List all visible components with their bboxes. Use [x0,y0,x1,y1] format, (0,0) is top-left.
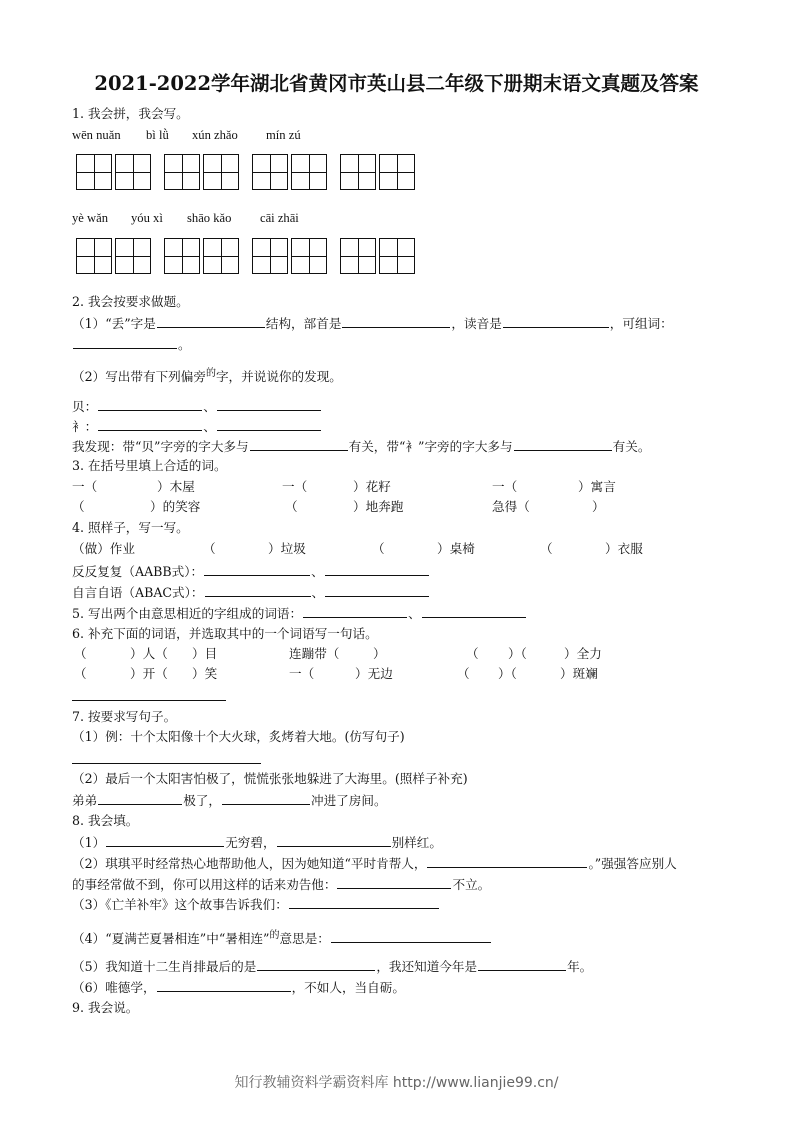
q3-r2-b2: ）地奔跑 [353,499,404,514]
grid-cell[interactable] [203,238,239,274]
q1-heading: 1. 我会拼，我会写。 [72,106,189,121]
q2-part1-text-b: 结构，部首是 [265,316,342,331]
q2-heading: 2. 我会按要求做题。 [72,294,189,309]
answer-blank[interactable] [514,438,612,451]
separator: 、 [311,564,324,579]
q1-pinyin-1: wēn nuǎn [72,128,121,142]
q6-r2-5: ）无边 [355,666,393,681]
q8-l3 [72,876,490,893]
grid-cell[interactable] [164,238,200,274]
answer-blank[interactable] [257,958,375,971]
grid-cell[interactable] [203,154,239,190]
answer-blank[interactable] [277,834,391,847]
grid-cell[interactable] [340,238,376,274]
answer-blank[interactable] [325,584,429,597]
q8-l5-a: （4）“夏满芒夏暑相连”中“暑相连” [72,931,270,947]
q6-r2-3: ）笑 [192,666,218,681]
q9-heading: 9. 我会说。 [72,1000,139,1015]
separator: 、 [311,585,325,600]
grid-cell[interactable] [164,154,200,190]
q6-r2-7: ）（ [498,666,517,681]
q8-l3-b: 不立。 [452,877,491,892]
q1-grid-row-1 [76,154,428,190]
q8-l1-a: （1） [72,835,106,850]
q8-l2-b: 。”强强答应别人 [588,856,677,871]
q8-l6-c: 年。 [567,959,593,974]
answer-blank[interactable] [204,563,310,576]
answer-blank[interactable] [98,792,182,805]
q4-paren-open: （ [203,541,216,556]
q3-r2-b1: （ [285,499,298,514]
q8-l7 [72,979,405,996]
q8-l6-a: （5）我知道十二生肖排最后的是 [72,959,257,974]
q7-s1: （1）例：十个太阳像十个大火球，炙烤着大地。(仿写句子) [72,729,405,744]
answer-blank[interactable] [73,336,177,349]
q3-r1-b2: ）花籽 [353,479,391,494]
q8-l6 [72,958,592,975]
q6-r1-4: 连蹦带（ [289,646,340,661]
footer-watermark: 知行教辅资料学霸资料库 http://www.lianjie99.cn/ [234,1075,559,1091]
q4-item-3: ）衣服 [605,541,643,556]
answer-blank[interactable] [222,792,310,805]
answer-blank[interactable] [98,398,202,411]
page-title: 2021-2022学年湖北省黄冈市英山县二年级下册期末语文真题及答案 [94,72,699,95]
answer-blank[interactable] [157,315,265,328]
q5-line [72,605,527,622]
q4-paren-open: （ [540,541,553,556]
q2-finding-text-a: 我发现：带“贝”字旁的字大多与 [72,439,249,454]
q6-heading: 6. 补充下面的词语，并选取其中的一个词语写一句话。 [72,626,378,641]
q4-abac-label: 自言自语（ABAC式）： [72,585,204,600]
q8-l5-de: 的 [269,930,280,941]
q8-l1-b: 无穷碧， [225,835,276,850]
q7-s3-text-a: 弟弟 [72,793,98,808]
answer-blank[interactable] [303,605,407,618]
q8-l5 [72,928,492,947]
q3-r2-c2: ） [592,499,605,514]
q8-l4 [72,896,440,913]
q2-part1-end: 。 [178,337,191,352]
q1-pinyin-6: yóu xì [131,211,163,225]
q4-example: （做）作业 [72,541,135,556]
separator: 、 [203,419,216,434]
q2-part2-text-b: 字，并说说你的发现。 [215,369,342,385]
q2-part1-line [72,315,673,332]
q8-l7-b: ，不如人，当自砺。 [291,980,405,995]
grid-cell[interactable] [76,154,112,190]
q2-part1-text-c: ，读音是 [451,316,502,331]
q4-abac-line [72,584,430,601]
q4-item-2: ）桌椅 [437,541,475,556]
answer-blank[interactable] [337,876,451,889]
grid-cell[interactable] [379,238,415,274]
q2-part2-line [72,366,342,385]
q7-s3-text-b: 极了， [183,793,221,808]
q6-r2-4: 一（ [289,666,315,681]
answer-blank[interactable] [478,958,566,971]
grid-cell[interactable] [379,154,415,190]
q4-item-1: ）垃圾 [268,541,306,556]
q8-l2-a: （2）琪琪平时经常热心地帮助他人，因为她知道“平时肯帮人， [72,856,427,871]
q4-paren-open: （ [372,541,385,556]
q8-l5-b: 意思是： [279,931,330,947]
q6-r1-7: ）（ [508,646,527,661]
answer-blank[interactable] [98,418,202,431]
q6-r1-2: ）人（ [130,646,168,661]
answer-blank[interactable] [205,584,311,597]
q2-part1-text-d: ，可组词： [609,316,673,331]
q3-heading: 3. 在括号里填上合适的词。 [72,458,227,473]
answer-blank[interactable] [217,418,321,431]
q8-heading: 8. 我会填。 [72,813,139,828]
grid-cell[interactable] [252,238,288,274]
writing-grid-word[interactable] [252,238,330,274]
q2-part2-text-a: （2）写出带有下列偏旁 [72,369,206,385]
q4-heading: 4. 照样子，写一写。 [72,520,189,535]
q2-part1-text-a: （1）“丢”字是 [72,316,156,331]
answer-blank[interactable] [157,979,291,992]
grid-cell[interactable] [252,154,288,190]
writing-grid-word[interactable] [164,154,242,190]
q6-r2-2: ）开（ [130,666,168,681]
q7-s1-answer-line[interactable] [72,763,261,764]
q2-shi-line [72,418,322,435]
q3-r2-a2: ）的笑容 [150,499,201,514]
q1-grid-row-2 [76,238,428,274]
q8-l3-a: 的事经常做不到，你可以用这样的话来劝告他： [72,877,337,892]
q2-finding-line [72,438,650,455]
q5-text: 5. 写出两个由意思相近的字组成的词语： [72,606,303,621]
answer-blank[interactable] [503,315,609,328]
q6-r1-8: ）全力 [564,646,602,661]
answer-blank[interactable] [422,605,526,618]
answer-blank[interactable] [342,315,450,328]
q3-r2-c1: 急得（ [492,499,530,514]
q2-finding-text-c: 有关。 [612,439,651,454]
q6-r2-6: （ [457,666,470,681]
q8-l6-b: ，我还知道今年是 [376,959,478,974]
q1-pinyin-8: cāi zhāi [260,211,299,225]
q1-pinyin-4: mín zú [266,128,301,142]
answer-blank[interactable] [106,834,224,847]
writing-grid-word[interactable] [340,238,418,274]
separator: 、 [203,399,216,414]
answer-blank[interactable] [289,896,439,909]
q2-bei-label: 贝： [72,399,98,414]
q6-r1-5: ） [373,646,386,661]
q6-r1-1: （ [74,646,87,661]
q1-pinyin-5: yè wǎn [72,211,109,225]
q7-s3-line [72,792,387,809]
grid-cell[interactable] [76,238,112,274]
q6-r1-3: ）目 [192,646,218,661]
q3-r1-b1: 一（ [282,479,308,494]
q8-l4-text: （3）《亡羊补牢》这个故事告诉我们： [72,897,288,912]
q2-bei-line [72,398,322,415]
answer-blank[interactable] [427,855,587,868]
writing-grid-word[interactable] [340,154,418,190]
q2-part1-line2 [72,336,191,353]
q3-r1-a1: 一（ [72,479,98,494]
answer-blank[interactable] [325,563,429,576]
q6-sentence-line[interactable] [72,700,226,701]
q2-part2-de: 的 [205,368,216,379]
q8-l1-c: 别样红。 [391,835,442,850]
grid-cell[interactable] [115,238,151,274]
grid-cell[interactable] [291,154,327,190]
writing-grid-word[interactable] [76,154,154,190]
q2-shi-label: 衤： [72,419,98,434]
q1-pinyin-3: xún zhǎo [192,128,238,142]
answer-blank[interactable] [331,930,491,943]
answer-blank[interactable] [250,438,348,451]
q7-s3-text-c: 冲进了房间。 [310,793,387,808]
writing-grid-word[interactable] [252,154,330,190]
q7-s2: （2）最后一个太阳害怕极了，慌慌张张地躲进了大海里。(照样子补充) [72,771,468,786]
q7-heading: 7. 按要求写句子。 [72,709,177,724]
answer-blank[interactable] [217,398,321,411]
separator: 、 [408,606,421,621]
q6-r1-6: （ [466,646,479,661]
q4-aabb-line [72,563,430,580]
q3-r2-a1: （ [72,499,85,514]
q1-pinyin-7: shāo kǎo [187,211,232,225]
q4-aabb-label: 反反复复（AABB式）： [72,564,204,579]
q3-r1-a2: ）木屋 [157,479,195,494]
q3-r1-c2: ）寓言 [578,479,616,494]
grid-cell[interactable] [115,154,151,190]
q8-l2 [72,855,677,872]
grid-cell[interactable] [340,154,376,190]
q3-r1-c1: 一（ [492,479,518,494]
writing-grid-word[interactable] [164,238,242,274]
q6-r2-8: ）斑斓 [560,666,598,681]
q8-l1 [72,834,442,851]
grid-cell[interactable] [291,238,327,274]
q1-pinyin-2: bì lǜ [146,128,169,142]
q2-finding-text-b: 有关，带“衤”字旁的字大多与 [348,439,513,454]
q6-r2-1: （ [74,666,87,681]
q8-l7-a: （6）唯德学， [72,980,156,995]
writing-grid-word[interactable] [76,238,154,274]
